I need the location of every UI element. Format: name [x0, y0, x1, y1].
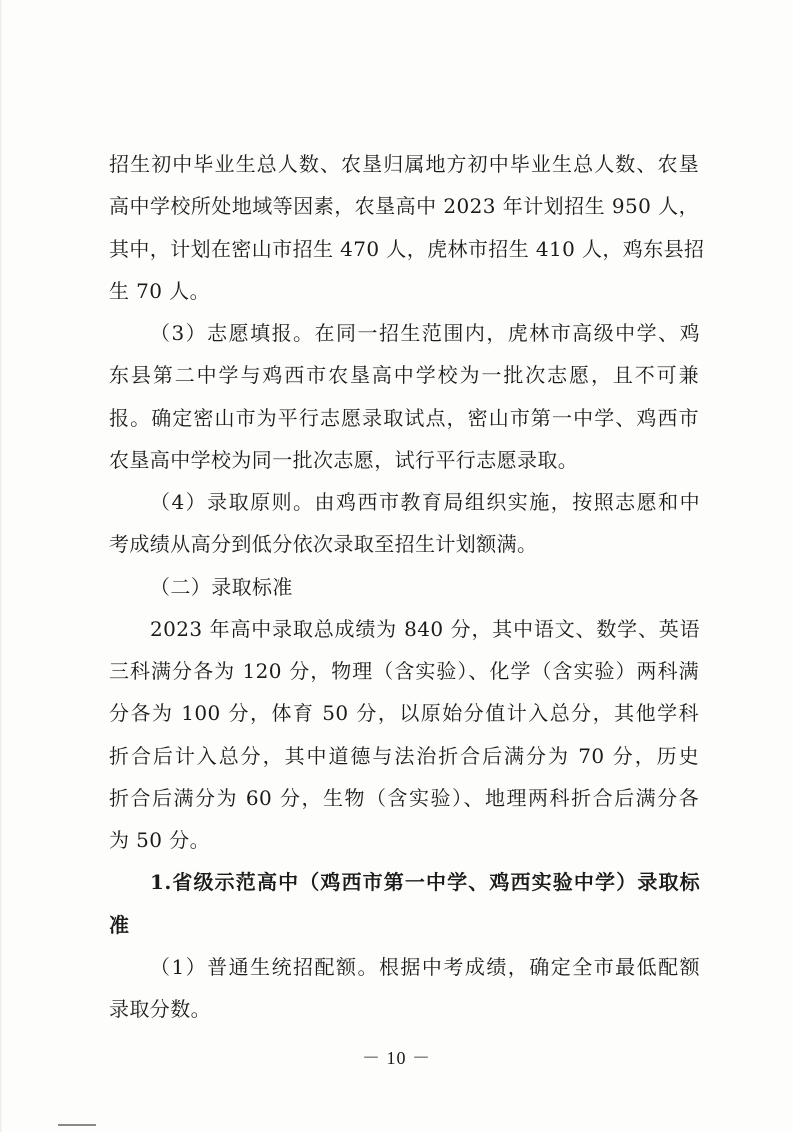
- paragraph-line: （4）录取原则。由鸡西市教育局组织实施，按照志愿和中: [150, 490, 700, 514]
- paragraph-line: 农垦高中学校为同一批次志愿，试行平行志愿录取。: [109, 448, 579, 472]
- subsection-heading: 1.省级示范高中（鸡西市第一中学、鸡西实验中学）录取标: [150, 870, 700, 894]
- paragraph-line: 其中，计划在密山市招生 470 人，虎林市招生 410 人，鸡东县招: [109, 237, 705, 261]
- scan-artifact-mark: [58, 1124, 96, 1126]
- paragraph-line: 录取分数。: [109, 997, 211, 1021]
- section-heading: （二）录取标准: [150, 575, 293, 599]
- paragraph-line: 分各为 100 分，体育 50 分，以原始分值计入总分，其他学科: [109, 701, 699, 725]
- paragraph-line: 2023 年高中录取总成绩为 840 分，其中语文、数学、英语: [150, 617, 700, 641]
- subsection-heading-continued: 准: [109, 913, 130, 937]
- paragraph-line: （1）普通生统招配额。根据中考成绩，确定全市最低配额: [150, 955, 700, 979]
- paragraph-line: 东县第二中学与鸡西市农垦高中学校为一批次志愿，且不可兼: [109, 363, 699, 387]
- paragraph-line: 生 70 人。: [109, 279, 210, 303]
- paragraph-line: 三科满分各为 120 分，物理（含实验）、化学（含实验）两科满: [109, 659, 699, 683]
- page-number: － 10 －: [362, 1048, 431, 1068]
- paragraph-line: 折合后满分为 60 分，生物（含实验）、地理两科折合后满分各: [109, 786, 699, 810]
- paragraph-line: 招生初中毕业生总人数、农垦归属地方初中毕业生总人数、农垦: [109, 152, 699, 176]
- paragraph-line: 高中学校所处地域等因素，农垦高中 2023 年计划招生 950 人，: [109, 194, 699, 218]
- paragraph-line: （3）志愿填报。在同一招生范围内，虎林市高级中学、鸡: [150, 321, 700, 345]
- paragraph-line: 为 50 分。: [109, 828, 210, 852]
- scan-edge: [0, 0, 2, 1132]
- paragraph-line: 报。确定密山市为平行志愿录取试点，密山市第一中学、鸡西市: [109, 406, 699, 430]
- paragraph-line: 考成绩从高分到低分依次录取至招生计划额满。: [109, 532, 538, 556]
- paragraph-line: 折合后计入总分，其中道德与法治折合后满分为 70 分，历史: [109, 744, 699, 768]
